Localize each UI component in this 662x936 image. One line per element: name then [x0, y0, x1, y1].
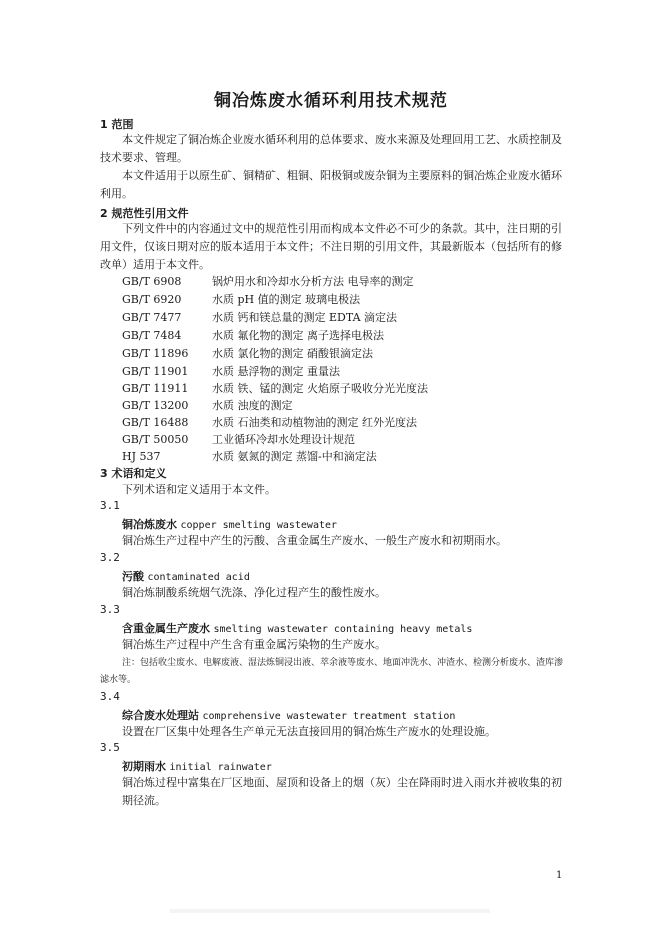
reference-code: GB/T 50050 — [122, 433, 189, 446]
reference-code: GB/T 6920 — [122, 293, 182, 306]
reference-title: 水质 氨氮的测定 蒸馏-中和滴定法 — [212, 450, 377, 463]
term-name-en: initial rainwater — [169, 762, 272, 773]
scope-paragraph-2 — [100, 167, 566, 203]
reference-row — [122, 397, 293, 415]
reference-title: 水质 石油类和动植物油的测定 红外光度法 — [212, 416, 417, 429]
section-heading-scope: 1 范围 — [100, 118, 134, 131]
term-name — [122, 758, 272, 774]
reference-title: 水质 钙和镁总量的测定 EDTA 滴定法 — [212, 311, 398, 324]
section-heading-terms: 3 术语和定义 — [100, 467, 167, 480]
reference-row — [122, 309, 397, 327]
scope-paragraph-1-text: 本文件规定了铜冶炼企业废水循环利用的总体要求、废水来源及处理回用工艺、水质控制及技术要求、管理。 — [100, 133, 562, 164]
reference-code: GB/T 11911 — [122, 382, 189, 395]
term-number: 3.4 — [100, 690, 120, 703]
faint-footer-watermark — [170, 906, 490, 916]
reference-row — [122, 273, 414, 291]
term-name-en: contaminated acid — [147, 572, 250, 583]
reference-row — [122, 291, 360, 309]
term-name-zh: 综合废水处理站 — [122, 709, 199, 722]
reference-code: HJ 537 — [122, 450, 161, 463]
term-definition: 铜冶炼生产过程中产生含有重金属污染物的生产废水。 — [122, 638, 386, 651]
document-title: 铜冶炼废水循环利用技术规范 — [214, 91, 448, 111]
term-name-en: copper smelting wastewater — [180, 520, 338, 531]
reference-row — [122, 431, 355, 449]
reference-title: 水质 pH 值的测定 玻璃电极法 — [212, 293, 361, 306]
term-name-zh: 铜冶炼废水 — [122, 518, 177, 531]
term-name — [122, 620, 472, 636]
reference-row — [122, 327, 384, 345]
terms-intro — [100, 481, 566, 499]
reference-title: 锅炉用水和冷却水分析方法 电导率的测定 — [212, 275, 414, 288]
reference-row — [122, 345, 373, 363]
term-number: 3.1 — [100, 499, 120, 512]
terms-intro-text: 下列术语和定义适用于本文件。 — [122, 483, 276, 496]
reference-title: 水质 氟化物的测定 离子选择电极法 — [212, 329, 384, 342]
scope-paragraph-2-text: 本文件适用于以原生矿、铜精矿、粗铜、阳极铜或废杂铜为主要原料的铜冶炼企业废水循环利用。 — [100, 169, 562, 200]
reference-row — [122, 380, 428, 398]
reference-row — [122, 448, 377, 466]
term-number: 3.5 — [100, 741, 120, 754]
reference-code: GB/T 6908 — [122, 275, 182, 288]
reference-title: 水质 氯化物的测定 硝酸银滴定法 — [212, 347, 373, 360]
term-name — [122, 516, 337, 532]
reference-code: GB/T 7484 — [122, 329, 182, 342]
reference-code: GB/T 16488 — [122, 416, 189, 429]
reference-code: GB/T 13200 — [122, 399, 189, 412]
term-number: 3.2 — [100, 551, 120, 564]
term-definition: 铜冶炼制酸系统烟气洗涤、净化过程产生的酸性废水。 — [122, 586, 386, 599]
scope-paragraph-1 — [100, 131, 566, 167]
term-number: 3.3 — [100, 603, 120, 616]
section-heading-references: 2 规范性引用文件 — [100, 207, 189, 220]
reference-title: 水质 铁、锰的测定 火焰原子吸收分光光度法 — [212, 382, 428, 395]
reference-row — [122, 414, 417, 432]
term-definition: 设置在厂区集中处理各生产单元无法直接回用的铜冶炼生产废水的处理设施。 — [122, 725, 496, 738]
term-name-en: comprehensive wastewater treatment station — [202, 711, 456, 722]
page-number: 1 — [556, 870, 563, 881]
term-note — [100, 655, 566, 689]
reference-code: GB/T 11896 — [122, 347, 189, 360]
reference-code: GB/T 7477 — [122, 311, 182, 324]
term-name — [122, 707, 455, 723]
references-paragraph — [100, 220, 566, 274]
term-name — [122, 568, 250, 584]
reference-code: GB/T 11901 — [122, 365, 189, 378]
reference-title: 水质 浊度的测定 — [212, 399, 293, 412]
reference-row — [122, 363, 340, 381]
term-definition: 铜冶炼生产过程中产生的污酸、含重金属生产废水、一般生产废水和初期雨水。 — [122, 534, 507, 547]
reference-title: 水质 悬浮物的测定 重量法 — [212, 365, 340, 378]
term-name-en: smelting wastewater containing heavy metals — [213, 624, 473, 635]
references-paragraph-text: 下列文件中的内容通过文中的规范性引用而构成本文件必不可少的条款。其中，注日期的引用文件，仅该日期对应的版本适用于本文件；不注日期的引用文件，其最新版本（包括所有的修改单）适用于本文件。 — [100, 222, 562, 271]
term-name-zh: 初期雨水 — [122, 760, 166, 773]
term-name-zh: 污酸 — [122, 570, 144, 583]
term-name-zh: 含重金属生产废水 — [122, 622, 210, 635]
term-definition: 铜冶炼过程中富集在厂区地面、屋顶和设备上的烟（灰）尘在降雨时进入雨水并被收集的初期径流。 — [122, 776, 562, 807]
reference-title: 工业循环冷却水处理设计规范 — [212, 433, 355, 446]
term-note-text: 注：包括收尘废水、电解废液、湿法炼铜浸出液、萃余液等废水、地面冲洗水、冲渣水、检测分析废水、渣库渗滤水等。 — [100, 658, 564, 685]
